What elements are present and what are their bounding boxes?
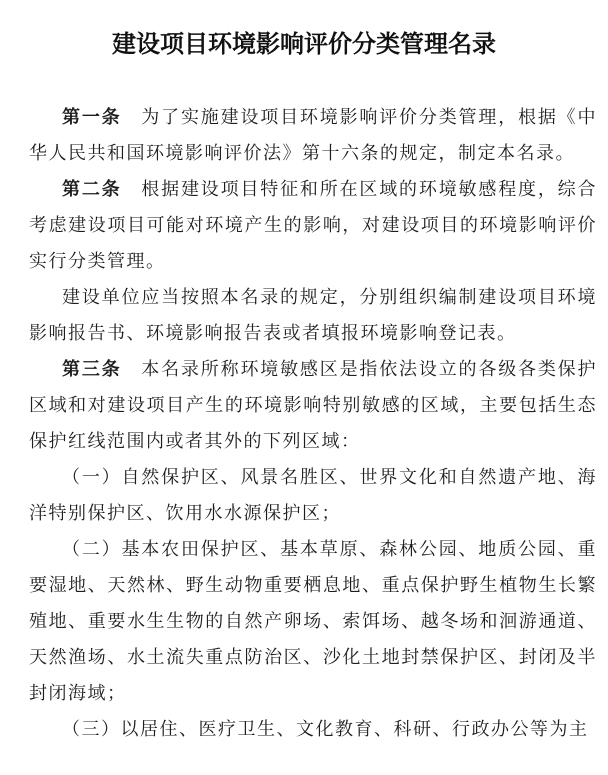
- paragraph-item-2: [29, 531, 597, 711]
- paragraph-text: 本名录所称环境敏感区是指依法设立的各级各类保护区域和对建设项目产生的环境影响特别敏感的区域，主要包括生态保护红线范围内或者其外的下列区域：: [29, 359, 598, 451]
- article-number: 第三条: [62, 359, 122, 379]
- paragraph-text: （一）自然保护区、风景名胜区、世界文化和自然遗产地、海洋特别保护区、饮用水水源保护区；: [29, 467, 597, 523]
- paragraph-item-1: [29, 459, 597, 531]
- paragraph-text: （二）基本农田保护区、基本草原、森林公园、地质公园、重要湿地、天然林、野生动物重要栖息地、重点保护野生植物生长繁殖地、重要水生生物的自然产卵场、索饵场、越冬场和洄游通道、天然渔场、水土流失重点防治区、沙化土地封禁保护区、封闭及半封闭海域；: [29, 539, 597, 703]
- paragraph-item-3: [29, 711, 597, 747]
- document-title: 建设项目环境影响评价分类管理名录: [112, 32, 496, 58]
- paragraph-article-1: [29, 99, 597, 171]
- paragraph-article-2-continued: [29, 279, 597, 351]
- article-number: 第一条: [62, 107, 122, 127]
- paragraph-text: 为了实施建设项目环境影响评价分类管理，根据《中华人民共和国环境影响评价法》第十六条的规定，制定本名录。: [29, 107, 598, 163]
- paragraph-article-2: [29, 171, 597, 279]
- document-body: [0, 99, 597, 747]
- paragraph-text: （三）以居住、医疗卫生、文化教育、科研、行政办公等为主: [62, 719, 589, 739]
- paragraph-text: 根据建设项目特征和所在区域的环境敏感程度，综合考虑建设项目可能对环境产生的影响，对建设项目的环境影响评价实行分类管理。: [29, 179, 598, 271]
- document-page: [0, 27, 608, 775]
- article-number: 第二条: [62, 179, 122, 199]
- paragraph-text: 建设单位应当按照本名录的规定，分别组织编制建设项目环境影响报告书、环境影响报告表或者填报环境影响登记表。: [29, 287, 597, 343]
- paragraph-article-3: [29, 351, 597, 459]
